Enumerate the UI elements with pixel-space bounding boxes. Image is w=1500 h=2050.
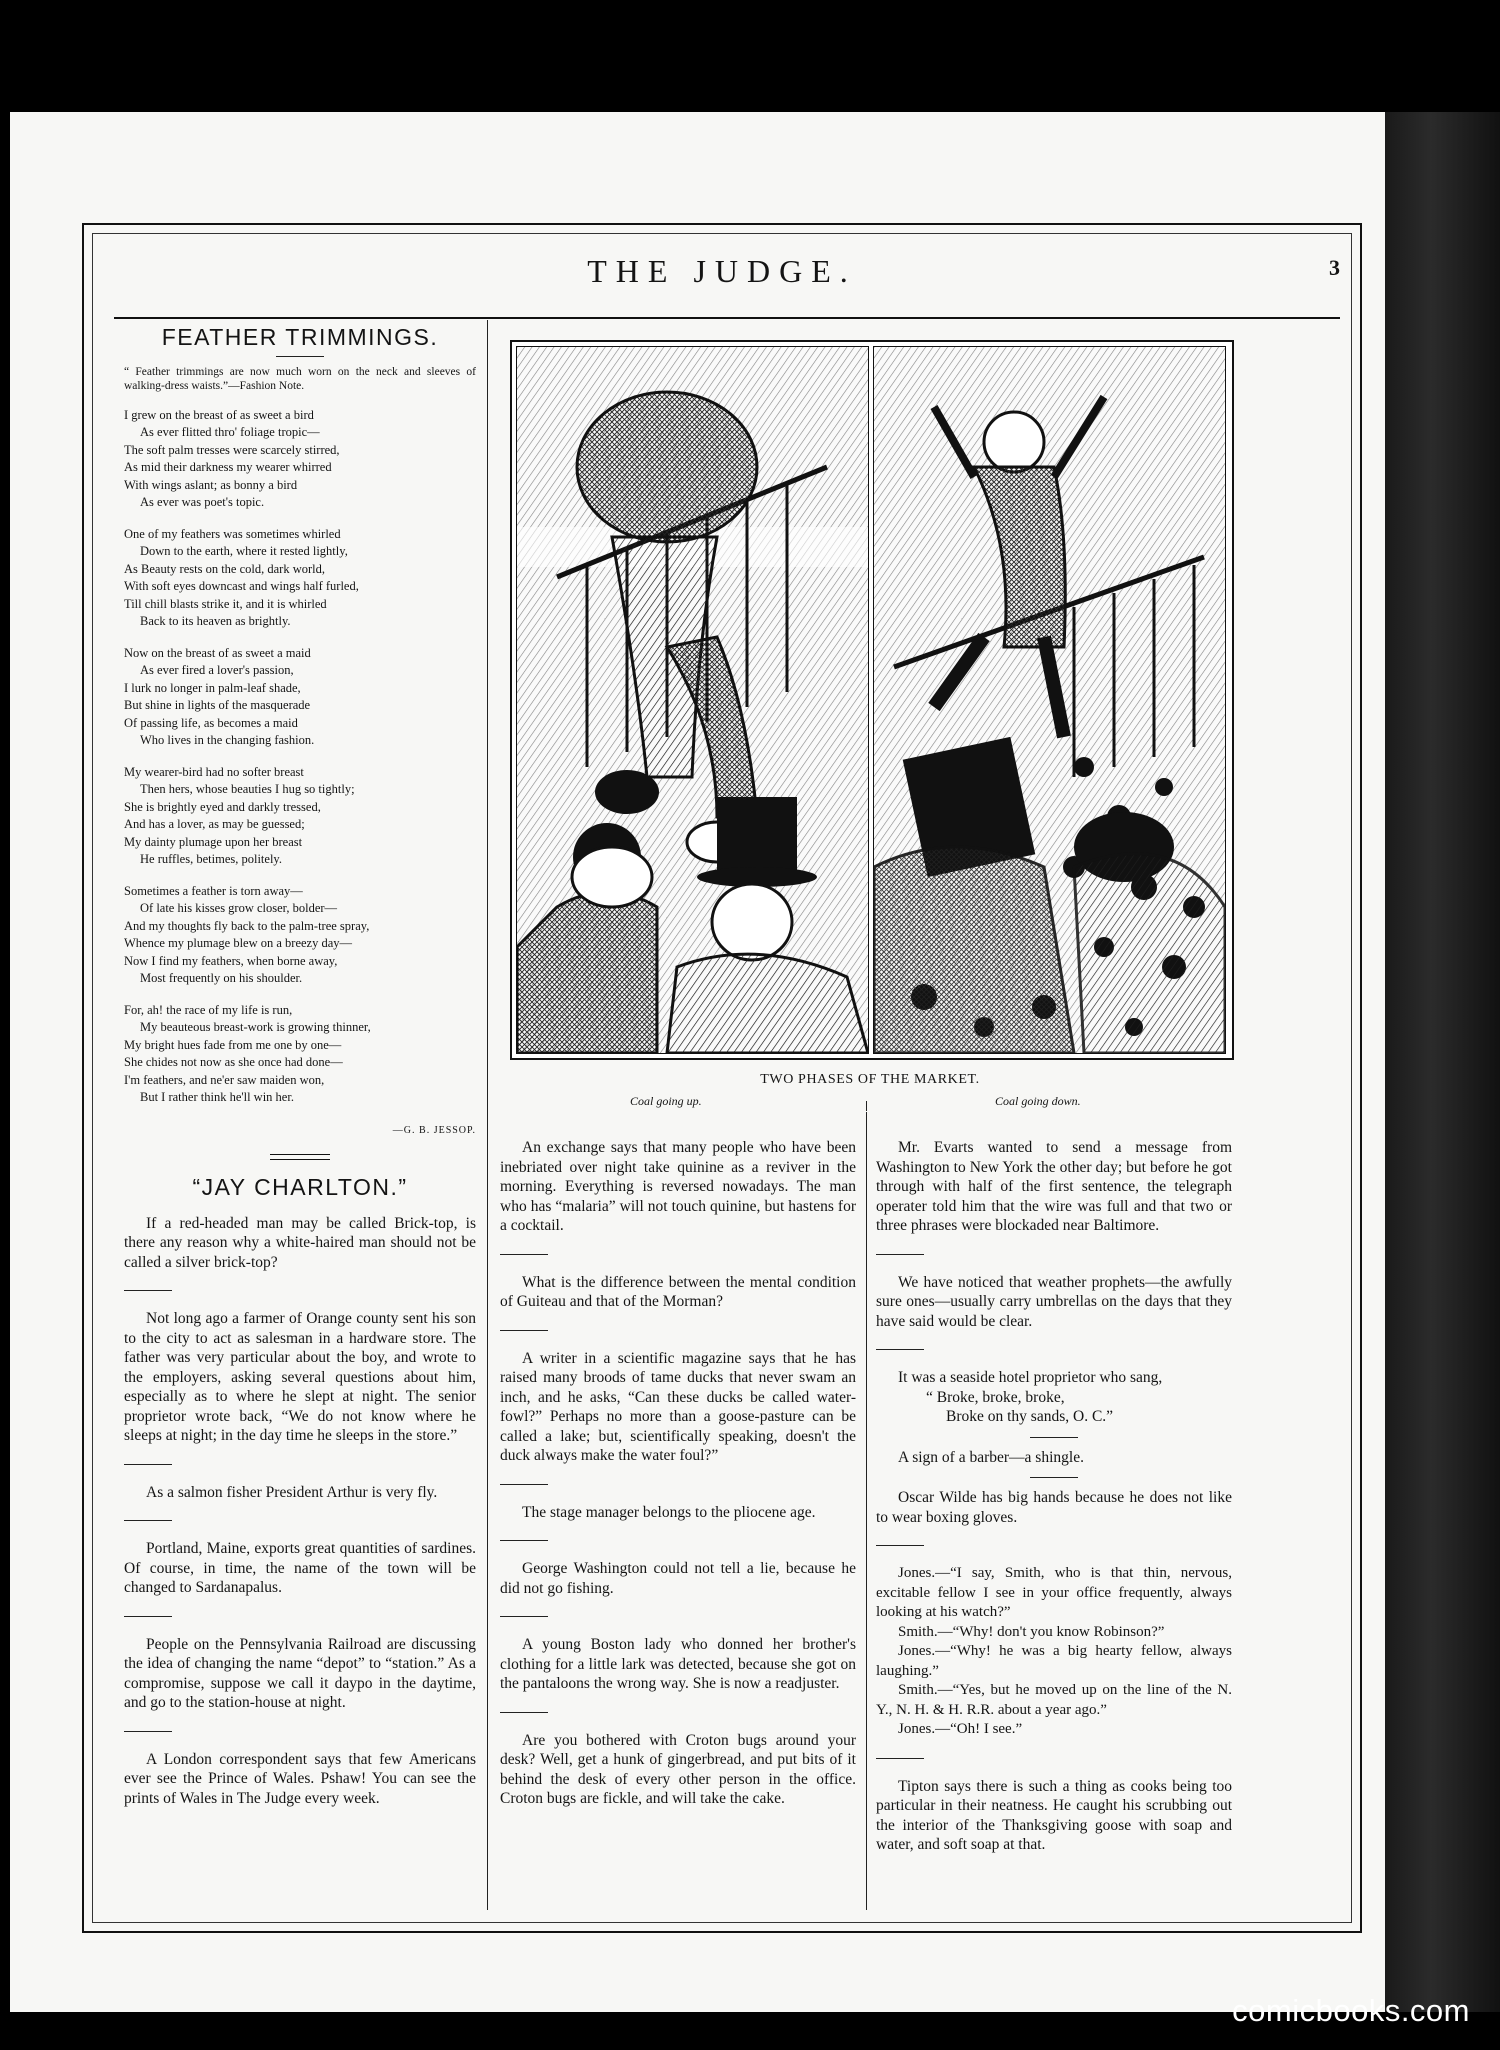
poem-line: For, ah! the race of my life is run, [124,1002,293,1017]
left-column [124,322,476,1808]
section-double-rule [270,1154,330,1160]
seaside-verse-line-2: Broke on thy sands, O. C.” [946,1408,1114,1425]
barber-sign-paragraph: A sign of a barber—a shingle. [898,1448,1084,1466]
poem-line: Of passing life, as becomes a maid [124,715,298,730]
weather-paragraph: We have noticed that weather prophets—the awfully sure ones—usually carry umbrellas on the days that they have said would be clear. [876,1273,1232,1330]
poem-line: As mid their darkness my wearer whirred [124,460,332,474]
poem-line: She is brightly eyed and darkly tressed, [124,799,321,814]
cartoon-panel-coal-down [873,346,1226,1054]
cartoon-panel-coal-up [516,346,869,1054]
coal-down-drawing [874,347,1225,1053]
poem-stanza [124,407,476,512]
middle-paragraph: A young Boston lady who donned her brother's clothing for a little lark was detected, because she got on the pantaloons the wrong way. She is now a readjuster. [500,1636,856,1692]
seaside-verse-line-1: “ Broke, broke, broke, [926,1388,1065,1406]
rule [1030,1437,1078,1438]
rule [500,1712,548,1713]
tipton-paragraph: Tipton says there is such a thing as cooks being too particular in their neatness. He caught his scrubbing out the interior of the Thanksgiving goose with soap and water, and soft soap at that. [876,1777,1232,1853]
rule [500,1254,548,1255]
middle-paragraph: What is the difference between the mental condition of Guiteau and that of the Morman? [500,1273,856,1310]
dialogue-line: Jones.—“I say, Smith, who is that thin, nervous, excitable fellow I see in your office frequently, always looking at his watch?” [876,1565,1232,1620]
dialogue-line: Jones.—“Why! he was a big hearty fellow, always laughing.” [876,1643,1232,1679]
feather-title: FEATHER TRIMMINGS. [161,324,439,350]
seaside-paragraph: It was a seaside hotel proprietor who sang, [898,1369,1163,1386]
wilde-paragraph: Oscar Wilde has big hands because he does not like to wear boxing gloves. [876,1489,1232,1526]
middle-paragraph: Are you bothered with Croton bugs around your desk? Well, get a hunk of gingerbread, and put bits of it behind the desk of every other person in the office. Croton bugs are fickle, and will take the cake. [500,1731,856,1807]
poem-line: But shine in lights of the masquerade [124,698,311,712]
rule [500,1616,548,1617]
poem-stanza [124,645,476,750]
right-column [876,1138,1232,1855]
dialogue-line: Smith.—“Yes, but he moved up on the line of the N. Y., N. H. & H. R.R. about a year ago.” [876,1682,1232,1718]
rule [124,1464,172,1465]
middle-paragraph: The stage manager belongs to the pliocene age. [522,1503,816,1521]
poem-line: Sometimes a feather is torn away— [124,883,303,898]
coal-up-drawing [517,347,868,1053]
poem-line: The soft palm tresses were scarcely stirred, [124,442,340,457]
poem-signature: —G. B. JESSOP. [392,1124,476,1136]
poem-stanza [124,1002,476,1107]
poem-line: One of my feathers was sometimes whirled [124,526,341,541]
jay-title: “JAY CHARLTON.” [192,1174,408,1200]
title-rule [276,356,324,357]
rule [500,1484,548,1485]
middle-column [500,1138,856,1809]
poem-line: Whence my plumage blew on a breezy day— [124,936,353,950]
dialogue-line: Smith.—“Why! don't you know Robinson?” [898,1623,1165,1640]
poem-line: But I rather think he'll win her. [140,1090,294,1104]
rule [876,1758,924,1759]
rule [124,1290,172,1291]
poem-line: Till chill blasts strike it, and it is whirled [124,596,327,611]
poem-line: Of late his kisses grow closer, bolder— [140,901,338,915]
poem-stanza [124,883,476,988]
jones-smith-dialogue [876,1564,1232,1740]
poem-line: I grew on the breast of as sweet a bird [124,407,314,422]
jay-paragraph: Portland, Maine, exports great quantities of sardines. Of course, in time, the name of the town will be changed to Sardanapalus. [124,1540,476,1596]
poem-line: And has a lover, as may be guessed; [124,817,305,831]
poem-line: My dainty plumage upon her breast [124,834,303,849]
poem-line: I lurk no longer in palm-leaf shade, [124,680,301,695]
poem-line: As ever fired a lover's passion, [140,663,294,677]
poem-line: With soft eyes downcast and wings half furled, [124,579,359,593]
jay-paragraph: People on the Pennsylvania Railroad are discussing the idea of changing the name “depot” to “station.” As a compromise, suppose we call it daypo in the daytime, and go to the station-house at night. [124,1635,476,1711]
rule [500,1330,548,1331]
cartoon-caption: TWO PHASES OF THE MARKET. [760,1072,980,1087]
watermark-logo: comicbooks.com [1232,1993,1470,2028]
rule [1030,1477,1078,1478]
middle-paragraph: A writer in a scientific magazine says that he has raised many broods of tame ducks that never swam an inch, and he asks, “Can these ducks be called water-fowl?” Perhaps no more than a goose-pasture can be called a lake; but, scientifically speaking, doesn't the duck always make the water foul?” [500,1349,856,1464]
poem-line: Most frequently on his shoulder. [140,971,303,985]
poem-line: Who lives in the changing fashion. [140,733,315,747]
feather-epigraph: “ Feather trimmings are now much worn on the neck and sleeves of walking-dress waists.”—Fashion Note. [124,365,476,392]
poem-line: And my thoughts fly back to the palm-tree spray, [124,918,370,933]
caption-divider [866,1101,867,1111]
middle-paragraph: An exchange says that many people who have been inebriated over night take quinine as a reviver in the morning. Everything is reversed nowadays. The man who has “malaria” will not touch quinine, but hastens for a cocktail. [500,1139,856,1234]
jay-paragraph: If a red-headed man may be called Brick-top, is there any reason why a white-haired man should not be called a silver brick-top? [124,1214,476,1271]
poem-line: Now on the breast of as sweet a maid [124,645,311,660]
poem-line: Now I find my feathers, when borne away, [124,953,338,968]
column-rule-left [487,320,488,1910]
rule [876,1254,924,1255]
poem-line: My beauteous breast-work is growing thinner, [140,1020,371,1034]
poem-line: Back to its heaven as brightly. [140,614,291,628]
column-rule-right [866,1112,867,1910]
jay-paragraphs [124,1214,476,1809]
cartoon-right-caption: Coal going down. [995,1094,1081,1108]
poem-line: I'm feathers, and ne'er saw maiden won, [124,1072,325,1087]
poem-line: My bright hues fade from me one by one— [124,1037,342,1052]
feather-poem [124,407,476,1107]
poem-line: My wearer-bird had no softer breast [124,764,304,779]
rule [876,1349,924,1350]
evarts-paragraph: Mr. Evarts wanted to send a message from Washington to New York the other day; but before he got through with half of the first sentence, the telegraph operater told him that the wire was full and that two or three phrases were blockaded near Baltimore. [876,1139,1232,1234]
middle-paragraph: George Washington could not tell a lie, because he did not go fishing. [500,1560,856,1597]
page-number: 3 [1329,255,1340,280]
poem-stanza [124,764,476,869]
scan-edge [1385,112,1500,2012]
rule [124,1520,172,1521]
poem-line: As ever was poet's topic. [140,495,265,509]
cartoon-illustration [510,340,1234,1060]
poem-line: Then hers, whose beauties I hug so tightly; [140,782,355,796]
jay-paragraph: As a salmon fisher President Arthur is very fly. [146,1483,438,1501]
jay-paragraph: A London correspondent says that few Americans ever see the Prince of Wales. Pshaw! You can see the prints of Wales in The Judge every week. [124,1750,476,1807]
poem-line: As Beauty rests on the cold, dark world, [124,561,326,576]
poem-line: With wings aslant; as bonny a bird [124,477,298,492]
header-rule [114,317,1340,319]
poem-line: Down to the earth, where it rested lightly, [140,544,348,558]
poem-stanza [124,526,476,631]
cartoon-left-caption: Coal going up. [630,1094,702,1108]
poem-line: He ruffles, betimes, politely. [140,852,282,866]
rule [124,1731,172,1732]
dialogue-line: Jones.—“Oh! I see.” [898,1721,1023,1737]
poem-line: As ever flitted thro' foliage tropic— [140,425,320,439]
rule [124,1616,172,1617]
rule [500,1540,548,1541]
poem-line: She chides not now as she once had done— [124,1055,343,1069]
jay-paragraph: Not long ago a farmer of Orange county sent his son to the city to act as salesman in a hardware store. The father was very particular about the boy, and wrote to the employers, asking several questions about him, especially as to where he slept at night. The senior proprietor wrote back, “We do not know where he sleeps at night; in the day time he sleeps in the store.” [124,1310,476,1444]
rule [876,1545,924,1546]
masthead-title: THE JUDGE. [587,253,857,289]
